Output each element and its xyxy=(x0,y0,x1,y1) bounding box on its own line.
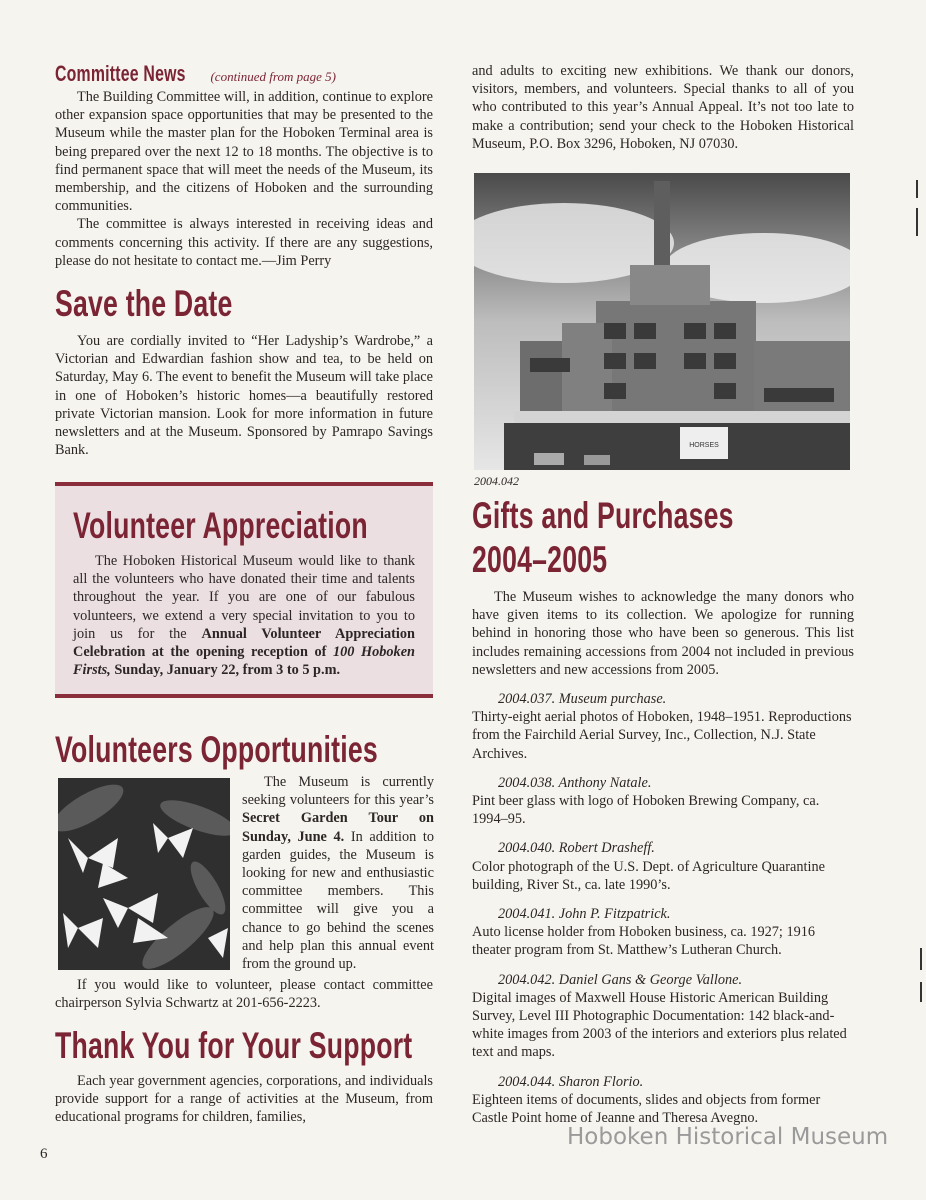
photo-caption: 2004.042 xyxy=(474,474,519,488)
binding-mark xyxy=(916,208,918,236)
accession-item xyxy=(472,839,854,894)
accession-item xyxy=(472,905,854,960)
accession-head: 2004.037. Museum purchase. xyxy=(498,691,667,708)
accession-body: Thirty-eight aerial photos of Hoboken, 1948–1951. Reproductions from the Fairchild Aerial Survey, Inc., Collection, N.J. State Archives. xyxy=(472,709,852,762)
volunteers-opportunities-text xyxy=(242,773,434,973)
committee-news-section xyxy=(55,62,433,270)
page-number: 6 xyxy=(40,1146,48,1162)
accession-body: Auto license holder from Hoboken business, ca. 1927; 1916 theater program from St. Matthew’s Lutheran Church. xyxy=(472,924,816,959)
accession-head: 2004.044. Sharon Florio. xyxy=(498,1073,644,1090)
accession-body: Eighteen items of documents, slides and objects from former Castle Point home of Jeanne and Theresa Avegno. xyxy=(472,1091,821,1127)
accession-head: 2004.038. Anthony Natale. xyxy=(498,774,652,791)
volunteers-opportunities-body: The Museum is currently seeking volunteers for this year’s Secret Garden Tour on Sunday, June 4. In addition to garden guides, the Museum is looking for new and enthusiastic committee members. This committee will give you a chance to go behind the scenes and help plan this annual event from the ground up. xyxy=(242,774,434,973)
factory-photo xyxy=(474,173,850,470)
save-date-heading: Save the Date xyxy=(55,283,233,325)
binding-mark xyxy=(916,180,918,198)
accession-item xyxy=(472,971,854,1062)
truck-sign: HORSES xyxy=(689,442,719,449)
save-date-section xyxy=(55,282,433,459)
lily-flower-image xyxy=(58,778,230,970)
volunteer-appreciation-box xyxy=(55,482,433,698)
accession-body: Digital images of Maxwell House Historic American Building Survey, Level III Photographic Documentation: 142 black-and-white images from 2003 of the interiors and exteriors plus related text and maps. xyxy=(472,989,847,1061)
lily-photo xyxy=(58,778,230,970)
gifts-intro: The Museum wishes to acknowledge the many donors who have given items to its collection. We apologize for running behind in honoring those who have been so generous. This list includes remaining accessions from 2004 not included in previous newsletters and new accessions from 2005. xyxy=(472,589,854,678)
committee-news-heading: Committee News xyxy=(55,61,186,86)
continued-note: (continued from page 5) xyxy=(210,69,336,84)
gifts-section xyxy=(472,494,854,1127)
thank-you-body-continued: and adults to exciting new exhibitions. We thank our donors, visitors, members, and volunteers. Special thanks to all of you who contributed to this year’s Annual Appeal. It’s not too late to make a contribution; send your check to the Hoboken Historical Museum, P.O. Box 3296, Hoboken, NJ 07030. xyxy=(472,63,854,152)
accession-item xyxy=(472,1073,854,1128)
volunteer-appreciation-heading: Volunteer Appreciation xyxy=(73,505,368,546)
volunteers-opportunities-section xyxy=(55,728,433,772)
volunteers-opportunities-heading: Volunteers Opportunities xyxy=(55,729,378,770)
committee-paragraph-2: The committee is always interested in receiving ideas and comments concerning this activity. If there are any suggestions, please do not hesitate to contact me.—Jim Perry xyxy=(55,216,433,269)
thank-you-heading: Thank You for Your Support xyxy=(55,1025,413,1066)
accession-item xyxy=(472,690,854,763)
volunteers-contact xyxy=(55,976,433,1012)
accession-list xyxy=(472,690,854,1127)
save-date-body: You are cordially invited to “Her Ladyship’s Wardrobe,” a Victorian and Edwardian fashion show and tea, to be held on Saturday, May 6. The event to benefit the Museum will take place in one of Hoboken’s historic homes—a beautifully restored private Victorian mansion. Look for more information in future newsletters and at the Museum. Sponsored by Pamrapo Savings Bank. xyxy=(55,333,433,459)
thank-you-section xyxy=(55,1024,433,1127)
volunteers-contact-body: If you would like to volunteer, please contact committee chairperson Sylvia Schwartz at 201-656-2223. xyxy=(55,977,433,1012)
factory-building-image xyxy=(474,173,850,470)
left-column xyxy=(55,62,433,459)
binding-mark xyxy=(920,948,922,970)
thank-you-body: Each year government agencies, corporations, and individuals provide support for a range of activities at the Museum, from educational programs for children, families, xyxy=(55,1073,433,1126)
right-column-top xyxy=(472,62,854,153)
volunteer-appreciation-body: The Hoboken Historical Museum would like to thank all the volunteers who have donated their time and talents throughout the year. If you are one of our fabulous volunteers, we extend a very special invitation to you to join us for the Annual Volunteer Appreciation Celebration at the opening reception of 100 Hoboken Firsts, Sunday, January 22, from 3 to 5 p.m. xyxy=(73,553,416,679)
binding-mark xyxy=(920,982,922,1002)
gifts-heading-line1: Gifts and Purchases xyxy=(472,495,734,536)
accession-item xyxy=(472,774,854,829)
accession-head: 2004.041. John P. Fitzpatrick. xyxy=(498,906,671,923)
watermark: Hoboken Historical Museum xyxy=(567,1124,889,1150)
accession-body: Pint beer glass with logo of Hoboken Brewing Company, ca. 1994–95. xyxy=(472,793,820,828)
accession-body: Color photograph of the U.S. Dept. of Agriculture Quarantine building, River St., ca. late 1990’s. xyxy=(472,858,825,893)
accession-head: 2004.040. Robert Drasheff. xyxy=(498,840,655,857)
accession-head: 2004.042. Daniel Gans & George Vallone. xyxy=(498,971,743,988)
gifts-heading-line2: 2004–2005 xyxy=(472,539,608,580)
committee-paragraph-1: The Building Committee will, in addition, continue to explore other expansion space opportunities that may be presented to the Museum while the master plan for the Hoboken Terminal area is being prepared over the next 12 to 18 months. The objective is to find permanent space that will meet the needs of the Museum, its membership, and the citizens of Hoboken and the surrounding communities. xyxy=(55,89,433,215)
